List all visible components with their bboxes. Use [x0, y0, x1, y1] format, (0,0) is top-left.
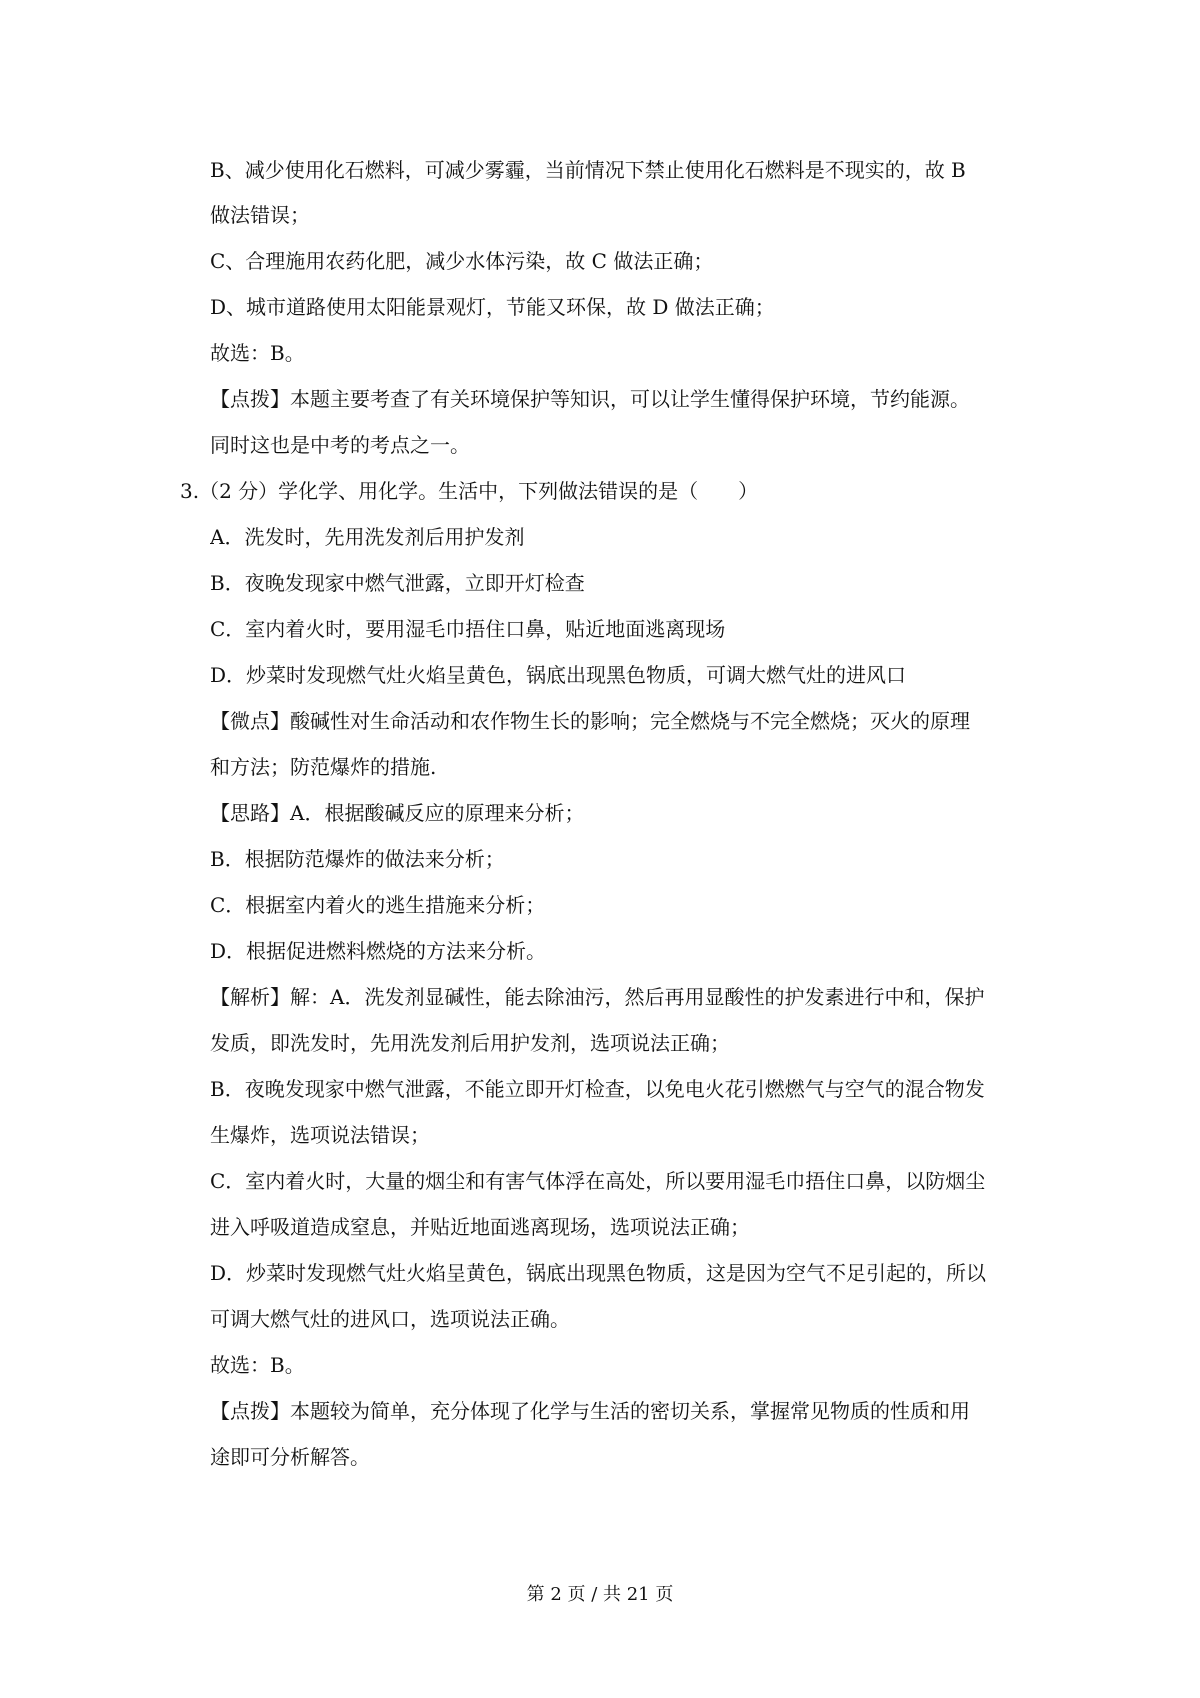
analysis-line-5: C．室内着火时，大量的烟尘和有害气体浮在高处，所以要用湿毛巾捂住口鼻，以防烟尘 — [210, 1169, 986, 1193]
analysis-line-6: 进入呼吸道造成窒息，并贴近地面逃离现场，选项说法正确； — [210, 1215, 750, 1239]
idea-line-1: 【思路】A．根据酸碱反应的原理来分析； — [210, 801, 585, 825]
question-3-option-c: C．室内着火时，要用湿毛巾捂住口鼻，贴近地面逃离现场 — [210, 617, 726, 641]
question-3-option-b: B．夜晚发现家中燃气泄露，立即开灯检查 — [210, 571, 585, 595]
idea-line-3: C．根据室内着火的逃生措施来分析； — [210, 893, 546, 917]
prev-answer: 故选：B。 — [210, 341, 305, 365]
analysis-line-3: B．夜晚发现家中燃气泄露，不能立即开灯检查，以免电火花引燃燃气与空气的混合物发 — [210, 1077, 985, 1101]
points-line-2: 和方法；防范爆炸的措施. — [210, 755, 437, 779]
question-3-option-d: D．炒菜时发现燃气灶火焰呈黄色，锅底出现黑色物质，可调大燃气灶的进风口 — [210, 663, 907, 687]
points-line-1: 【微点】酸碱性对生命活动和农作物生长的影响；完全燃烧与不完全燃烧；灭火的原理 — [210, 709, 970, 733]
prev-tip-line-2: 同时这也是中考的考点之一。 — [210, 433, 470, 457]
prev-option-b-line-1: B、减少使用化石燃料，可减少雾霾，当前情况下禁止使用化石燃料是不现实的，故 B — [210, 158, 966, 182]
idea-line-4: D．根据促进燃料燃烧的方法来分析。 — [210, 939, 547, 963]
analysis-line-8: 可调大燃气灶的进风口，选项说法正确。 — [210, 1307, 570, 1331]
prev-option-d: D、城市道路使用太阳能景观灯，节能又环保，故 D 做法正确； — [210, 295, 775, 319]
prev-tip-line-1: 【点拨】本题主要考查了有关环境保护等知识，可以让学生懂得保护环境，节约能源。 — [210, 387, 970, 411]
tip-line-1: 【点拨】本题较为简单，充分体现了化学与生活的密切关系，掌握常见物质的性质和用 — [210, 1399, 970, 1423]
question-3-stem: 3.（2 分）学化学、用化学。生活中，下列做法错误的是（ ） — [180, 479, 759, 503]
analysis-line-7: D．炒菜时发现燃气灶火焰呈黄色，锅底出现黑色物质，这是因为空气不足引起的，所以 — [210, 1261, 987, 1285]
prev-option-c: C、合理施用农药化肥，减少水体污染，故 C 做法正确； — [210, 249, 714, 273]
question-3-option-a: A．洗发时，先用洗发剂后用护发剂 — [210, 525, 525, 549]
analysis-line-1: 【解析】解：A．洗发剂显碱性，能去除油污，然后再用显酸性的护发素进行中和，保护 — [210, 985, 985, 1009]
page-number-footer: 第 2 页 / 共 21 页 — [526, 1584, 674, 1605]
question-3-answer: 故选：B。 — [210, 1353, 305, 1377]
prev-option-b-line-2: 做法错误； — [210, 203, 310, 227]
idea-line-2: B．根据防范爆炸的做法来分析； — [210, 847, 505, 871]
tip-line-2: 途即可分析解答。 — [210, 1445, 370, 1469]
analysis-line-4: 生爆炸，选项说法错误； — [210, 1123, 430, 1147]
analysis-line-2: 发质，即洗发时，先用洗发剂后用护发剂，选项说法正确； — [210, 1031, 730, 1055]
